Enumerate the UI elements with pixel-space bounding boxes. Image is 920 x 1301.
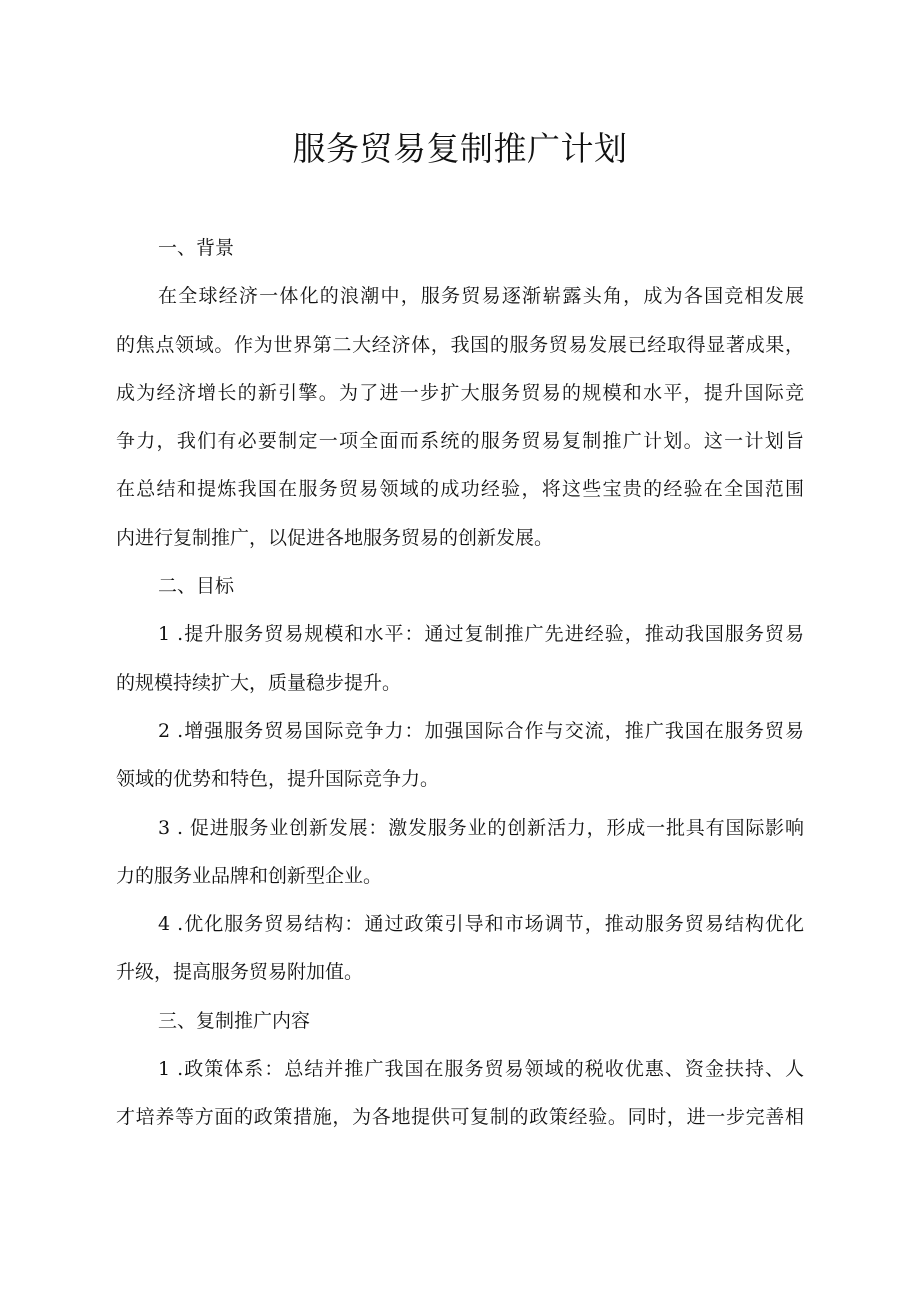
document-title: 服务贸易复制推广计划 xyxy=(292,129,628,168)
text-line: 2 .增强服务贸易国际竞争力：加强国际合作与交流，推广我国在服务贸易 xyxy=(158,719,804,742)
text-line: 1 .政策体系：总结并推广我国在服务贸易领域的税收优惠、资金扶持、人 xyxy=(158,1058,804,1081)
text-line: 争力，我们有必要制定一项全面而系统的服务贸易复制推广计划。这一计划旨 xyxy=(116,430,804,453)
text-line: 的规模持续扩大，质量稳步提升。 xyxy=(116,671,402,694)
text-line: 一、背景 xyxy=(158,237,235,259)
text-line: 升级，提高服务贸易附加值。 xyxy=(116,961,364,984)
text-line: 内进行复制推广，以促进各地服务贸易的创新发展。 xyxy=(116,526,554,549)
text-line: 4 .优化服务贸易结构：通过政策引导和市场调节，推动服务贸易结构优化 xyxy=(158,913,804,936)
text-line: 1 .提升服务贸易规模和水平：通过复制推广先进经验，推动我国服务贸易 xyxy=(158,623,804,646)
text-line: 二、目标 xyxy=(158,575,235,598)
text-line: 的焦点领域。作为世界第二大经济体，我国的服务贸易发展已经取得显著成果， xyxy=(116,333,804,356)
document-body xyxy=(116,224,804,1142)
text-line: 成为经济增长的新引擎。为了进一步扩大服务贸易的规模和水平，提升国际竞 xyxy=(116,381,804,404)
text-line: 在总结和提炼我国在服务贸易领域的成功经验，将这些宝贵的经验在全国范围 xyxy=(116,478,804,501)
text-line: 力的服务业品牌和创新型企业。 xyxy=(116,864,383,887)
text-line: 3 . 促进服务业创新发展：激发服务业的创新活力，形成一批具有国际影响 xyxy=(158,816,804,839)
text-line: 才培养等方面的政策措施，为各地提供可复制的政策经验。同时，进一步完善相 xyxy=(116,1106,804,1129)
text-line: 三、复制推广内容 xyxy=(158,1009,311,1032)
text-line: 在全球经济一体化的浪潮中，服务贸易逐渐崭露头角，成为各国竞相发展 xyxy=(158,285,804,308)
text-line: 领域的优势和特色，提升国际竞争力。 xyxy=(116,768,440,791)
